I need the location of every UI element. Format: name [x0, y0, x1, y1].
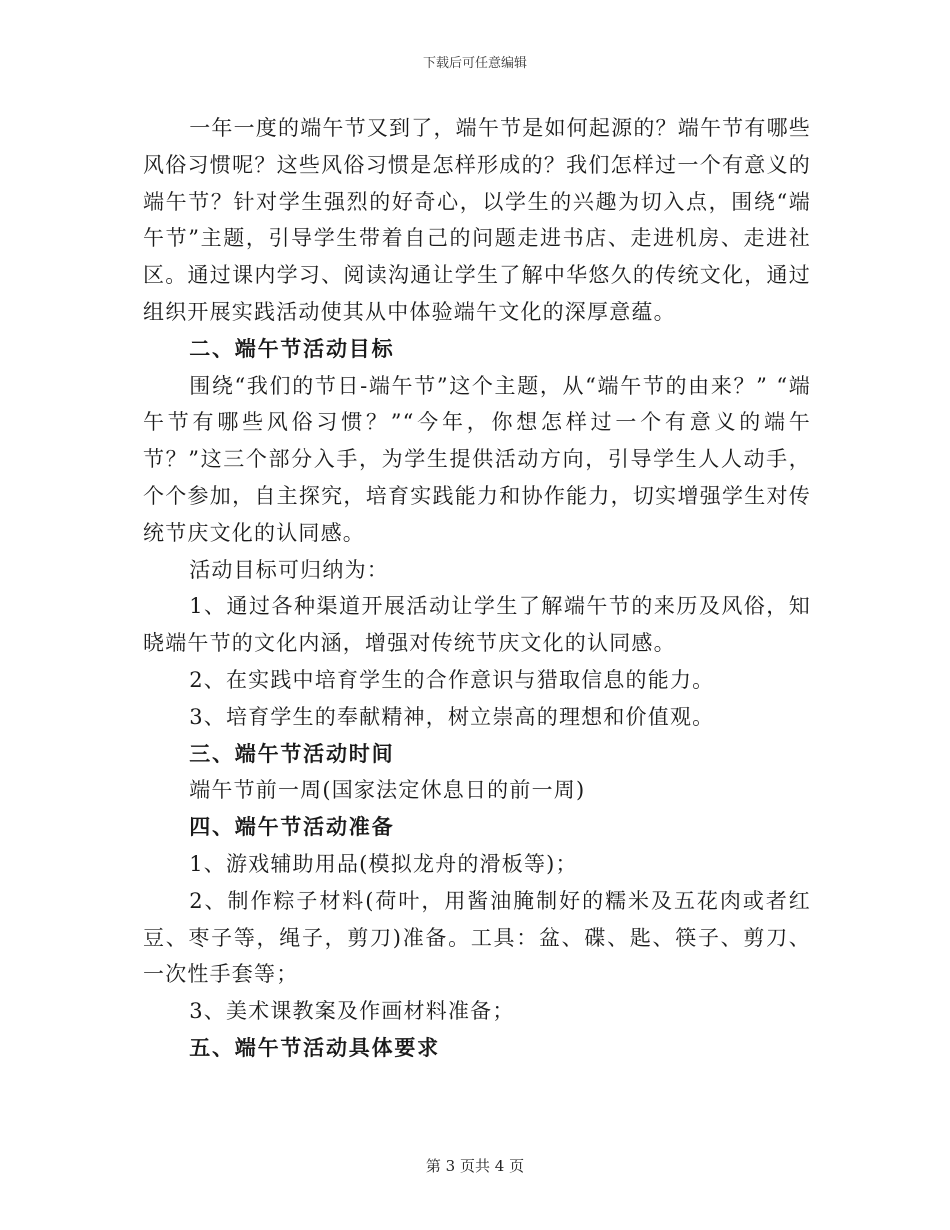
section-heading-goals: 二、端午节活动目标 — [189, 335, 395, 361]
goal-item: 3、培育学生的奉献精神，树立崇高的理想和价值观。 — [189, 704, 715, 729]
goal-item: 1、通过各种渠道开展活动让学生了解端午节的来历及风俗，知晓端午节的文化内涵，增强对传统节庆文化的认同感。 — [143, 594, 811, 656]
preparation-item: 1、游戏辅助用品(模拟龙舟的滑板等)； — [189, 851, 578, 876]
intro-paragraph: 一年一度的端午节又到了，端午节是如何起源的？端午节有哪些风俗习惯呢？这些风俗习惯是怎样形成的？我们怎样过一个有意义的端午节？针对学生强烈的好奇心，以学生的兴趣为切入点，围绕“端午节”主题，引导学生带着自己的问题走进书店、走进机房、走进社区。通过课内学习、阅读沟通让学生了解中华悠久的传统文化，通过组织开展实践活动使其从中体验端午文化的深厚意蕴。 — [143, 116, 811, 324]
section-heading-preparation: 四、端午节活动准备 — [189, 814, 395, 840]
goal-item: 2、在实践中培育学生的合作意识与猎取信息的能力。 — [189, 667, 715, 692]
page-header: 下载后可任意编辑 — [422, 56, 527, 71]
preparation-item: 2、制作粽子材料(荷叶，用酱油腌制好的糯米及五花肉或者红豆、枣子等，绳子，剪刀)准备。工具：盆、碟、匙、筷子、剪刀、一次性手套等； — [143, 888, 811, 987]
section-heading-time: 三、端午节活动时间 — [189, 740, 395, 766]
page-footer: 第 3 页共 4 页 — [425, 1157, 525, 1175]
goals-paragraph: 围绕“我们的节日-端午节”这个主题，从“端午节的由来？” “端午节有哪些风俗习惯？”“今年，你想怎样过一个有意义的端午节？”这三个部分入手，为学生提供活动方向，引导学生人人动手，个个参加，自主探究，培育实践能力和协作能力，切实增强学生对传统节庆文化的认同感。 — [143, 373, 811, 545]
section-heading-requirements: 五、端午节活动具体要求 — [189, 1034, 440, 1060]
preparation-item: 3、美术课教案及作画材料准备； — [189, 999, 515, 1024]
time-text: 端午节前一周(国家法定休息日的前一周) — [189, 778, 586, 803]
goals-summary: 活动目标可归纳为： — [189, 557, 389, 582]
document-body — [143, 110, 811, 1067]
